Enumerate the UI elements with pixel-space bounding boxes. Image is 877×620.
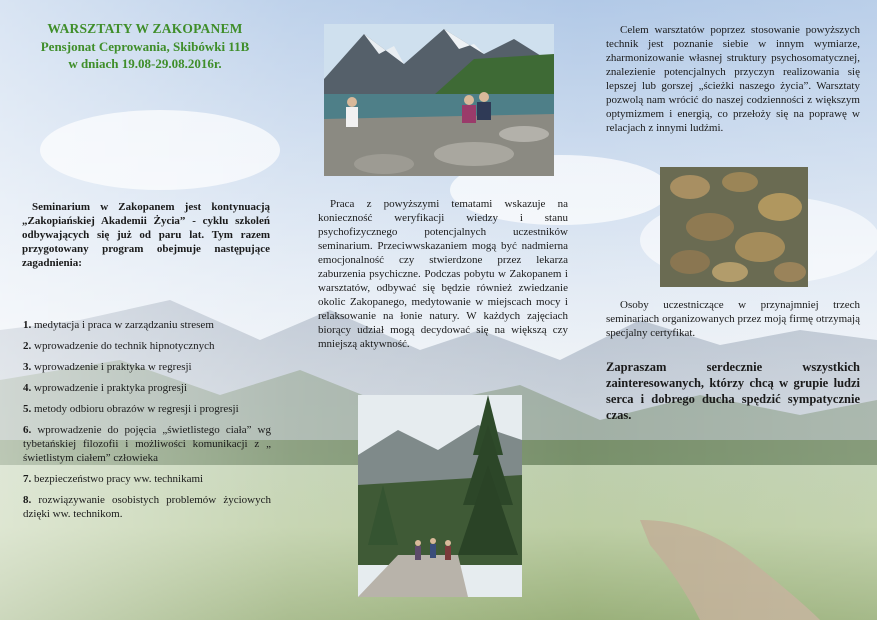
topic-number: 7. <box>23 473 32 485</box>
topic-text: wprowadzenie do pojęcia „świetlistego ciała” wg tybetańskiej filozofii i możliwości komunikacji z „ świetlistym ciałem” człowieka <box>23 424 271 464</box>
topic-text: wprowadzenie i praktyka progresji <box>34 382 188 394</box>
middle-paragraph: Praca z powyższymi tematami wskazuje na konieczność weryfikacji wiedzy i stanu psychofizycznego potencjalnych uczestników seminarium. Przeciwwskazaniem mogą być nadmierna emocjonalność czy stwierdzone przez lekarza zaburzenia psychiczne. Podczas pobytu w Zakopanem i warsztatów, odbywać się będzie również zwiedzanie okolic Zakopanego, medytowanie w miejscach mocy i relaksowanie na łonie natury. W każdych zajęciach biorący udział mogą decydować się na większą czy mniejszą aktywność. <box>318 198 568 350</box>
intro-paragraph: Seminarium w Zakopanem jest kontynuacją „Zakopiańskiej Akademii Życia” - cyklu szkoleń odbywających się już od paru lat. Tym razem przygotowany program obejmuje następujące zagadnienia: <box>22 201 270 269</box>
topic-item <box>23 339 271 353</box>
topic-text: rozwiązywanie osobistych problemów życiowych dzięki ww. technikom. <box>23 494 271 520</box>
workshop-title: WARSZTATY W ZAKOPANEM <box>47 21 243 36</box>
topic-text: wprowadzenie i praktyka w regresji <box>34 361 192 373</box>
topic-text: medytacja i praca w zarządzaniu stresem <box>34 319 214 331</box>
topic-item <box>23 472 271 486</box>
topic-number: 8. <box>23 494 32 506</box>
topic-number: 1. <box>23 319 32 331</box>
topic-item <box>23 402 271 416</box>
topic-text: bezpieczeństwo pracy ww. technikami <box>34 473 204 485</box>
topic-number: 6. <box>23 424 32 436</box>
workshop-dates: w dniach 19.08-29.08.2016r. <box>68 56 222 71</box>
topic-number: 2. <box>23 340 32 352</box>
topic-item <box>23 381 271 395</box>
topics-list <box>23 318 271 528</box>
goals-paragraph: Celem warsztatów poprzez stosowanie powyższych technik jest poznanie siebie w innym wymiarze, zharmonizowanie własnej struktury psychosomatycznej, znalezienie potencjalnych przyczyn realizowania się lepszej lub gorszej „ścieżki naszego życia”. Warsztaty pozwolą nam wrócić do naszej codzienności z większym optymizmem i energią, co przełoży się na poprawę w relacjach z innymi ludźmi. <box>606 24 860 134</box>
venue-address: Pensjonat Ceprowania, Skibówki 11B <box>40 39 250 54</box>
topic-number: 3. <box>23 361 32 373</box>
topic-text: metody odbioru obrazów w regresji i progresji <box>34 403 239 415</box>
certificate-paragraph: Osoby uczestniczące w przynajmniej trzech seminariach organizowanych przez moją firmę otrzymają specjalny certyfikat. <box>606 299 860 339</box>
topic-item <box>23 318 271 332</box>
invitation-paragraph: Zapraszam serdecznie wszystkich zainteresowanych, którzy chcą w grupie ludzi serca i dobrego ducha spędzić sympatycznie czas. <box>606 360 860 422</box>
forest-trail-photo <box>358 395 522 597</box>
topic-item <box>23 423 271 465</box>
lake-photo <box>324 24 554 176</box>
topic-text: wprowadzenie do technik hipnotycznych <box>34 340 215 352</box>
topic-item <box>23 493 271 521</box>
brochure-title <box>20 20 270 72</box>
topic-number: 4. <box>23 382 32 394</box>
topic-number: 5. <box>23 403 32 415</box>
stones-photo <box>660 167 808 287</box>
topic-item <box>23 360 271 374</box>
